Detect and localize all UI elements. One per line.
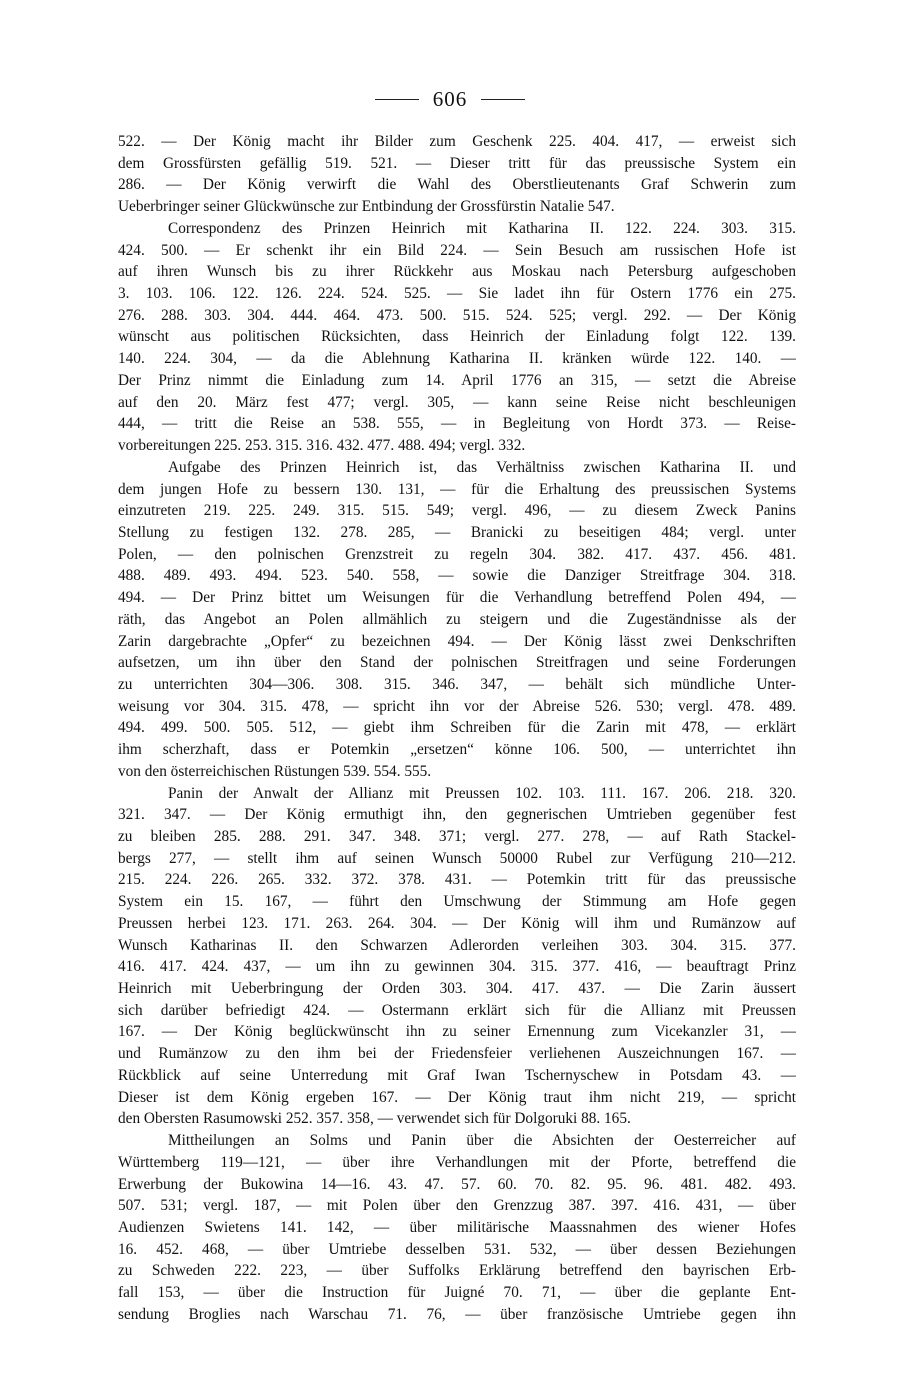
text-line: Preussen herbei 123. 171. 263. 264. 304. — Der König will ihm und Rumänzow auf [118,914,796,932]
text-line: Dieser ist dem König ergeben 167. — Der König traut ihm nicht 219, — spricht [118,1088,796,1106]
text-line: bergs 277, — stellt ihm auf seinen Wunsch 50000 Rubel zur Verfügung 210—212. [118,849,796,867]
page-number: 606 [432,86,468,111]
page-header [0,84,900,114]
text-line: 416. 417. 424. 437, — um ihn zu gewinnen 304. 315. 377. 416, — beauftragt Prinz [118,958,796,976]
text-line: auf den 20. März fest 477; vergl. 305, — kann seine Reise nicht beschleunigen [118,393,796,411]
text-line: und Rumänzow zu den ihm bei der Friedensfeier verliehenen Auszeichnungen 167. — [118,1045,796,1063]
text-line: dem Grossfürsten gefällig 519. 521. — Dieser tritt für das preussische System ein [118,154,796,172]
text-line: auf ihren Wunsch bis zu ihrer Rückkehr aus Moskau nach Petersburg aufgeschoben [118,263,796,281]
text-line: Erwerbung der Bukowina 14—16. 43. 47. 57. 60. 70. 82. 95. 96. 481. 482. 493. [118,1175,796,1193]
text-line: fall 153, — über die Instruction für Juigné 70. 71, — über die geplante Ent- [118,1284,796,1302]
text-line: Polen, — den polnischen Grenzstreit zu regeln 304. 382. 417. 437. 456. 481. [118,545,796,563]
text-line: ihm scherzhaft, dass er Potemkin „ersetzen“ könne 106. 500, — unterrichtet ihn [118,741,796,759]
text-line: zu unterrichten 304—306. 308. 315. 346. 347, — behält sich mündliche Unter- [118,675,796,693]
text-line: dem jungen Hofe zu bessern 130. 131, — für die Erhaltung des preussischen Systems [118,480,796,498]
text-line: Wunsch Katharinas II. den Schwarzen Adlerorden verleihen 303. 304. 315. 377. [118,936,796,954]
text-line: Mittheilungen an Solms und Panin über die Absichten der Oesterreicher auf [168,1132,796,1150]
text-line: 494. — Der Prinz bittet um Weisungen für die Verhandlung betreffend Polen 494, — [118,589,796,607]
text-line: sich darüber befriedigt 424. — Ostermann erklärt sich für die Allianz mit Preussen [118,1001,796,1019]
text-line: 522. — Der König macht ihr Bilder zum Geschenk 225. 404. 417, — erweist sich [118,133,796,150]
text-line: von den österreichischen Rüstungen 539. 554. 555. [118,762,432,780]
text-line: 167. — Der König beglückwünscht ihn zu seiner Ernennung zum Vicekanzler 31, — [118,1023,796,1041]
text-line: 276. 288. 303. 304. 444. 464. 473. 500. 515. 524. 525; vergl. 292. — Der König [118,306,796,324]
text-line: 507. 531; vergl. 187, — mit Polen über den Grenzzug 387. 397. 416. 431, — über [118,1197,796,1215]
text-line: sendung Broglies nach Warschau 71. 76, — über französische Umtriebe gegen ihn [118,1305,796,1323]
text-line: Heinrich mit Ueberbringung der Orden 303. 304. 417. 437. — Die Zarin äussert [118,980,796,998]
text-line: 444, — tritt die Reise an 538. 555, — in Begleitung von Hordt 373. — Reise- [118,415,796,433]
text-line: räth, das Angebot an Polen allmählich zu steigern und die Zugeständnisse als der [118,610,796,628]
text-line: Aufgabe des Prinzen Heinrich ist, das Verhältniss zwischen Katharina II. und [168,458,796,476]
header-rule-right [481,99,525,100]
text-line: 321. 347. — Der König ermuthigt ihn, den gegnerischen Umtrieben gegenüber fest [118,806,796,824]
text-line: wünscht aus politischen Rücksichten, dass Heinrich der Einladung folgt 122. 139. [118,328,796,346]
text-line: 488. 489. 493. 494. 523. 540. 558, — sowie die Danziger Streitfrage 304. 318. [118,567,796,585]
text-line: Ueberbringer seiner Glückwünsche zur Entbindung der Grossfürstin Natalie 547. [118,198,615,216]
text-line: Der Prinz nimmt die Einladung zum 14. April 1776 an 315, — setzt die Abreise [118,371,796,389]
text-line: Correspondenz des Prinzen Heinrich mit Katharina II. 122. 224. 303. 315. [168,219,796,237]
text-line: 16. 452. 468, — über Umtriebe desselben 531. 532, — über dessen Beziehungen [118,1240,796,1258]
text-line: 140. 224. 304, — da die Ablehnung Katharina II. kränken würde 122. 140. — [118,350,796,368]
text-line: Panin der Anwalt der Allianz mit Preussen 102. 103. 111. 167. 206. 218. 320. [168,784,796,802]
text-line: 3. 103. 106. 122. 126. 224. 524. 525. — Sie ladet ihn für Ostern 1776 ein 275. [118,285,796,303]
text-line: zu bleiben 285. 288. 291. 347. 348. 371; vergl. 277. 278, — auf Rath Stackel- [118,828,796,845]
text-line: 286. — Der König verwirft die Wahl des Oberstlieutenants Graf Schwerin zum [118,176,796,194]
text-line: Audienzen Swietens 141. 142, — über militärische Maassnahmen des wiener Hofes [118,1218,796,1236]
text-line: 424. 500. — Er schenkt ihr ein Bild 224. — Sein Besuch am russischen Hofe ist [118,241,796,259]
text-line: 494. 499. 500. 505. 512, — giebt ihm Schreiben für die Zarin mit 478, — erklärt [118,719,796,737]
text-line: Stellung zu festigen 132. 278. 285, — Branicki zu beseitigen 484; vergl. unter [118,523,796,541]
text-line: Zarin dargebrachte „Opfer“ zu bezeichnen 494. — Der König lässt zwei Denkschriften [118,632,796,650]
text-line: Rückblick auf seine Unterredung mit Graf Iwan Tschernyschew in Potsdam 43. — [118,1066,796,1084]
text-line: zu Schweden 222. 223, — über Suffolks Erklärung betreffend den bayrischen Erb- [118,1262,796,1280]
text-line: weisung vor 304. 315. 478, — spricht ihn vor der Abreise 526. 530; vergl. 478. 489. [118,697,796,715]
index-text-block [118,131,796,1326]
text-line: den Obersten Rasumowski 252. 357. 358, — verwendet sich für Dolgoruki 88. 165. [118,1110,631,1128]
text-line: 215. 224. 226. 265. 332. 372. 378. 431. — Potemkin tritt für das preussische [118,871,796,889]
text-line: System ein 15. 167, — führt den Umschwung der Stimmung am Hofe gegen [118,893,796,911]
header-rule-left [375,99,419,100]
text-line: aufsetzen, um ihn über den Stand der polnischen Streitfragen und seine Forderungen [118,654,796,672]
text-line: Württemberg 119—121, — über ihre Verhandlungen mit der Pforte, betreffend die [118,1153,796,1171]
text-line: einzutreten 219. 225. 249. 315. 515. 549; vergl. 496, — zu diesem Zweck Panins [118,502,796,520]
text-line: vorbereitungen 225. 253. 315. 316. 432. 477. 488. 494; vergl. 332. [118,437,526,455]
